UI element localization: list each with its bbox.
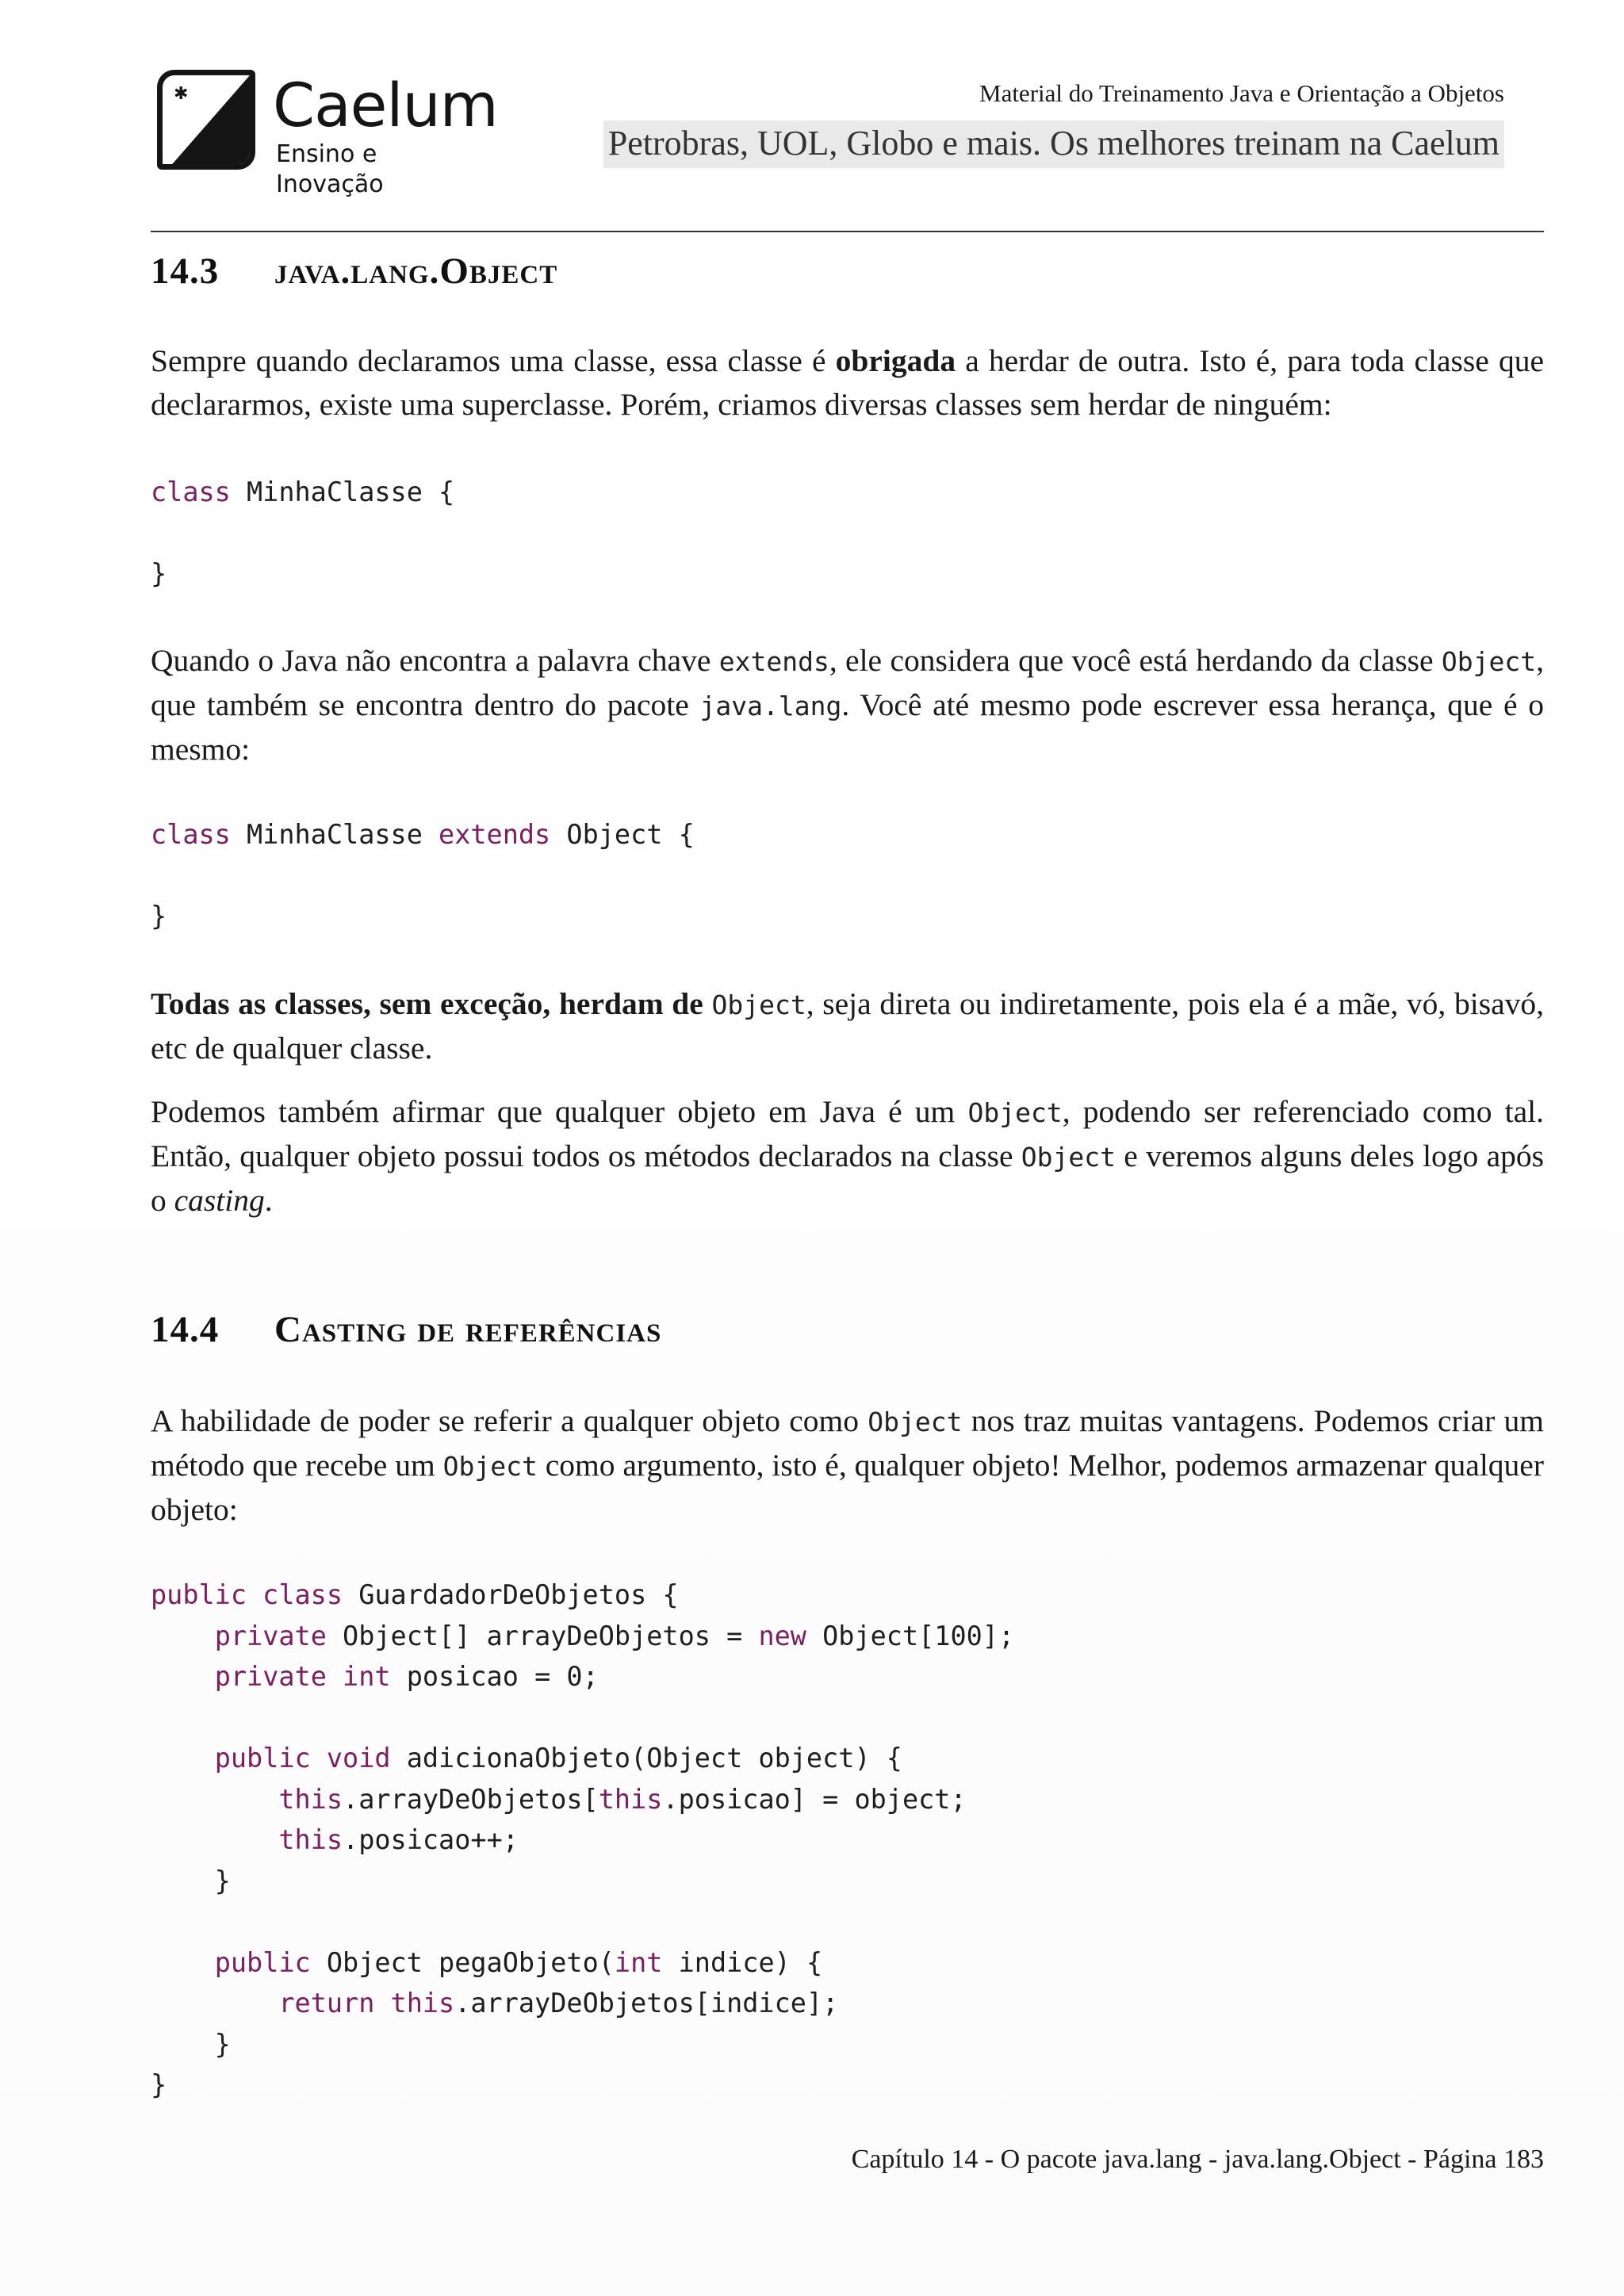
text-run: , ele considera que você está herdando da classe	[829, 643, 1442, 678]
code-block	[151, 814, 695, 937]
paragraph	[151, 982, 1544, 1070]
code-text	[151, 1743, 215, 1774]
inline-code: Object	[1021, 1142, 1116, 1173]
code-keyword: this	[278, 1824, 343, 1855]
section-number: 14.4	[151, 1309, 220, 1350]
code-text	[151, 1947, 215, 1978]
code-text: adicionaObjeto(Object object) {	[390, 1743, 902, 1774]
text-run: A habilidade de poder se referir a qualquer objeto como	[151, 1403, 868, 1438]
code-text: }	[151, 901, 167, 932]
inline-code: Object	[442, 1451, 538, 1482]
paragraph	[151, 639, 1544, 771]
logo-mark-icon	[157, 70, 255, 170]
paragraph	[151, 1399, 1544, 1532]
code-text: .posicao] = object;	[662, 1783, 967, 1815]
code-line	[151, 558, 167, 589]
logo-name: Caelum	[273, 70, 498, 140]
code-line	[151, 1621, 1014, 1651]
code-text: }	[151, 2069, 167, 2100]
inline-code: extends	[718, 646, 829, 677]
section-number: 14.3	[151, 251, 220, 292]
code-text: Object[100];	[806, 1620, 1015, 1651]
code-keyword: class	[151, 819, 231, 850]
code-text	[151, 1824, 278, 1855]
code-keyword: class	[151, 476, 231, 507]
inline-code: Object	[1441, 646, 1537, 677]
code-line	[151, 2069, 167, 2100]
text-run: e veremos alguns deles logo após o	[151, 1138, 1544, 1218]
code-block	[151, 472, 454, 595]
italic-text: casting	[174, 1183, 265, 1218]
paragraph	[151, 339, 1544, 427]
inline-code: Object	[711, 989, 806, 1020]
inline-code: Object	[868, 1406, 963, 1437]
code-keyword: this	[598, 1783, 663, 1815]
text-run: Podemos também afirmar que qualquer objeto em Java é um	[151, 1094, 968, 1129]
material-title: Material do Treinamento Java e Orientação a Objetos	[979, 79, 1504, 107]
code-text	[151, 1661, 215, 1692]
section-heading-14-3	[151, 247, 557, 295]
code-line	[151, 1824, 519, 1855]
text-run: . Você até mesmo pode escrever essa herança, que é o mesmo:	[151, 687, 1544, 767]
code-keyword: return this	[278, 1988, 455, 2019]
code-line	[151, 1579, 679, 1610]
text-run: .	[264, 1183, 273, 1218]
code-text: Object pegaObjeto(	[310, 1946, 615, 1978]
section-heading-14-4	[151, 1306, 661, 1353]
code-keyword: public void	[214, 1743, 391, 1774]
text-run: , que também se encontra dentro do pacote	[151, 643, 1544, 722]
code-keyword: public class	[151, 1579, 343, 1610]
section-title: Casting de referências	[274, 1309, 662, 1350]
code-line	[151, 2029, 231, 2060]
code-text: MinhaClasse {	[230, 476, 455, 507]
text-run: , seja direta ou indiretamente, pois ela é a mãe, vó, bisavó, etc de qualquer classe.	[151, 986, 1544, 1066]
code-keyword: extends	[439, 819, 551, 850]
bold-text: Todas as classes, sem exceção, herdam de	[151, 986, 703, 1021]
section-title: java.lang.Object	[274, 251, 558, 292]
code-line	[151, 1661, 599, 1692]
code-text: .posicao++;	[343, 1824, 519, 1855]
code-text	[151, 1621, 215, 1651]
code-keyword: new	[758, 1620, 806, 1651]
code-keyword: private int	[214, 1661, 391, 1692]
text-run: nos traz muitas vantagens. Podemos criar um método que recebe um	[151, 1403, 1544, 1483]
text-run: Sempre quando declaramos uma classe, essa classe é	[151, 343, 836, 378]
text-run: Quando o Java não encontra a palavra chave	[151, 643, 719, 678]
code-line	[151, 1743, 902, 1774]
header-divider	[151, 231, 1544, 232]
code-line	[151, 901, 167, 932]
text-run: como argumento, isto é, qualquer objeto! Melhor, podemos armazenar qualquer objeto:	[151, 1448, 1544, 1527]
code-block	[151, 1575, 1014, 2106]
code-text: }	[151, 2028, 231, 2060]
code-text: Object[] arrayDeObjetos =	[326, 1620, 759, 1651]
code-line	[151, 1866, 231, 1896]
svg-text:✱: ✱	[174, 84, 189, 104]
code-text: MinhaClasse	[230, 819, 439, 850]
page-footer: Capítulo 14 - O pacote java.lang - java.lang.Object - Página 183	[851, 2145, 1544, 2174]
code-text	[151, 1784, 278, 1815]
code-text: .arrayDeObjetos[	[343, 1783, 599, 1815]
code-keyword: this	[278, 1783, 343, 1815]
logo-tagline: Ensino e Inovação	[276, 140, 384, 198]
caelum-logo	[157, 70, 498, 198]
code-text: Object {	[550, 819, 695, 850]
code-keyword: private	[214, 1620, 327, 1651]
code-text: .arrayDeObjetos[indice];	[454, 1988, 839, 2019]
code-keyword: int	[614, 1946, 663, 1978]
header-right	[603, 78, 1504, 168]
paragraph	[151, 1090, 1544, 1223]
code-text: }	[151, 558, 167, 589]
code-line	[151, 476, 454, 507]
code-line	[151, 819, 695, 850]
code-keyword: public	[214, 1946, 311, 1978]
code-text: indice) {	[662, 1946, 823, 1978]
code-line	[151, 1988, 838, 2019]
code-text: GuardadorDeObjetos {	[343, 1579, 679, 1610]
header-slogan: Petrobras, UOL, Globo e mais. Os melhores treinam na Caelum	[603, 121, 1504, 168]
text-run: , podendo ser referenciado como tal. Então, qualquer objeto possui todos os métodos declarados na classe	[151, 1094, 1544, 1173]
bold-text: obrigada	[835, 343, 956, 378]
text-run: a herdar de outra. Isto é, para toda classe que declararmos, existe uma superclasse. Porém, criamos diversas classes sem herdar de ninguém:	[151, 343, 1544, 422]
code-line	[151, 1947, 822, 1978]
code-text	[151, 1988, 278, 2019]
inline-code: Object	[967, 1097, 1063, 1128]
inline-code: java.lang	[699, 691, 842, 721]
code-text: posicao = 0;	[390, 1661, 599, 1692]
code-line	[151, 1784, 967, 1815]
code-text: }	[151, 1865, 231, 1896]
